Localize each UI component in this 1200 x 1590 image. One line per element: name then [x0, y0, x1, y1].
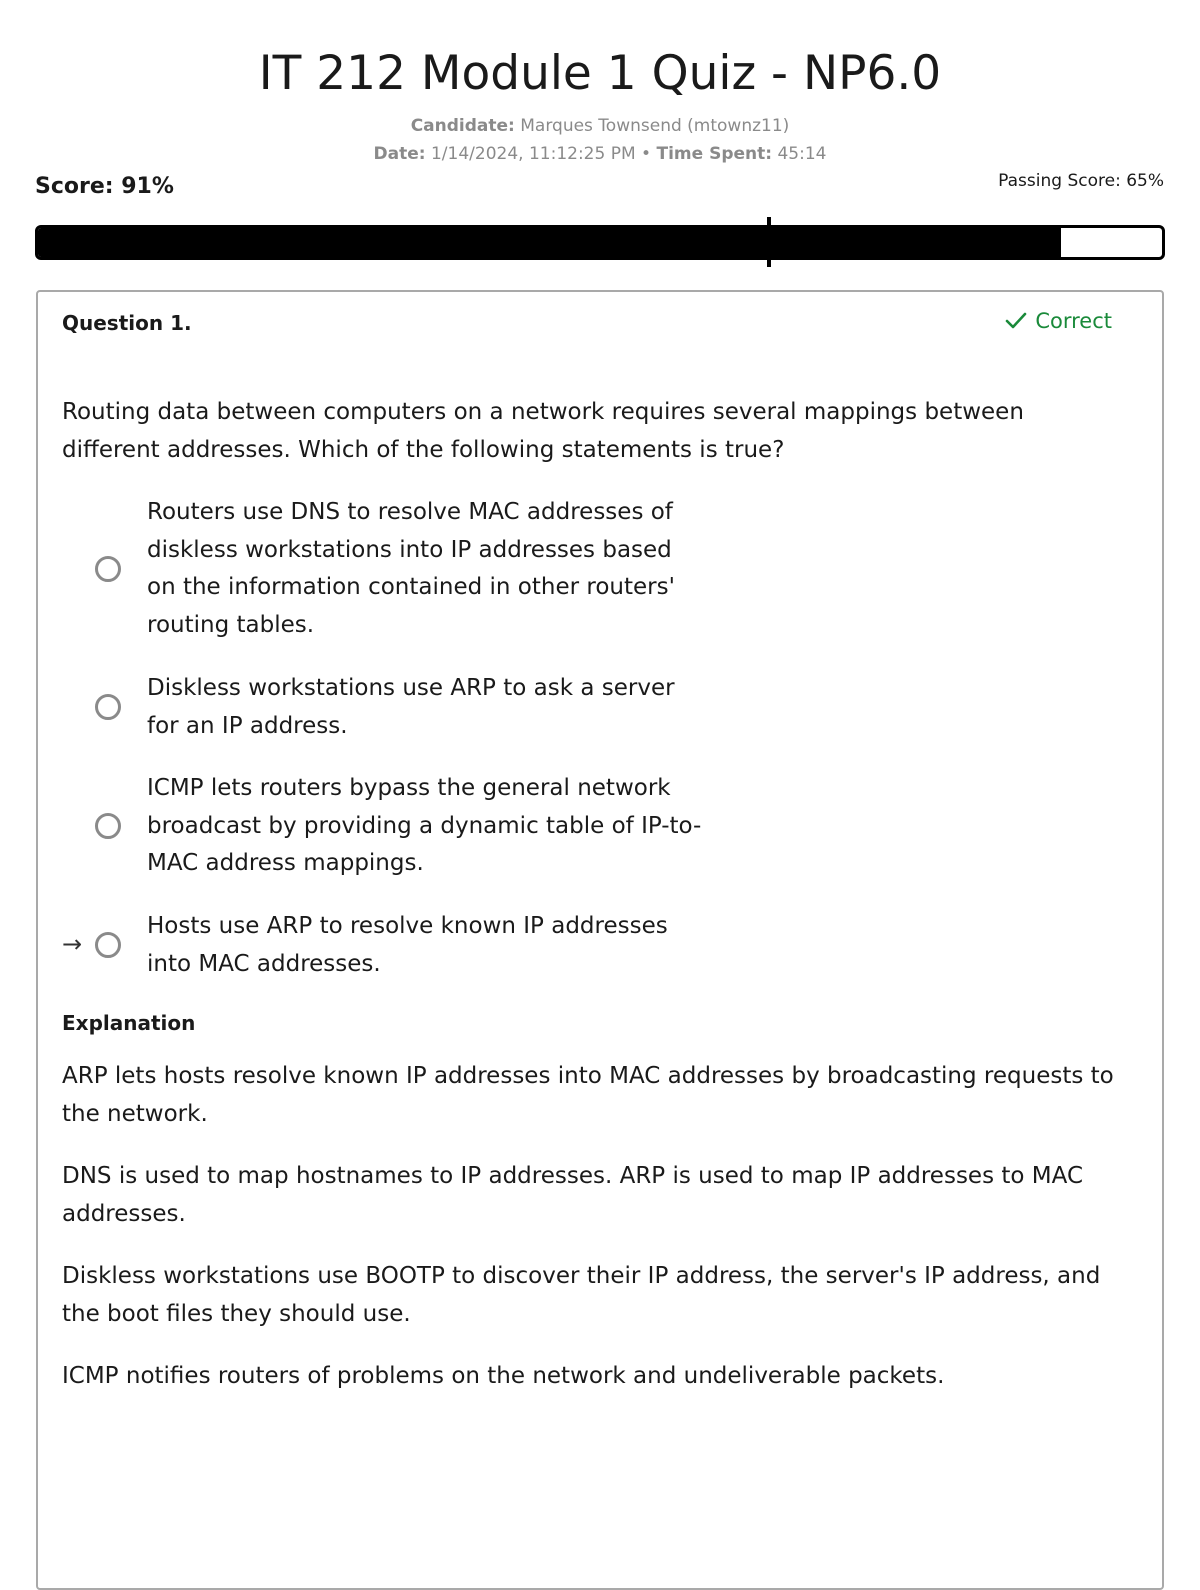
answer-option[interactable]	[62, 494, 762, 644]
explanation-paragraph: Diskless workstations use BOOTP to discover their IP address, the server's IP address, and the boot files they should use.	[62, 1263, 1101, 1327]
time-spent-label: Time Spent:	[656, 144, 773, 164]
radio-button[interactable]	[95, 694, 121, 720]
explanation-paragraph: ARP lets hosts resolve known IP addresses into MAC addresses by broadcasting requests to the network.	[62, 1063, 1114, 1127]
option-text: Hosts use ARP to resolve known IP addresses into MAC addresses.	[147, 913, 668, 977]
meta-separator: •	[641, 144, 652, 164]
score-progress-fill	[38, 228, 1061, 257]
option-text: Routers use DNS to resolve MAC addresses of diskless workstations into IP addresses based on the information contained in other routers' routing tables.	[147, 499, 675, 638]
passing-score-text: Passing Score: 65%	[998, 171, 1164, 191]
explanation-paragraph: DNS is used to map hostnames to IP addresses. ARP is used to map IP addresses to MAC addresses.	[62, 1163, 1084, 1227]
status-badge	[1005, 309, 1112, 333]
date-time-line	[0, 142, 1200, 166]
page-title: IT 212 Module 1 Quiz - NP6.0	[258, 46, 942, 101]
question-number: Question 1.	[62, 311, 192, 335]
radio-button[interactable]	[95, 556, 121, 582]
option-text: Diskless workstations use ARP to ask a server for an IP address.	[147, 675, 675, 739]
answer-option[interactable]	[62, 670, 762, 746]
time-spent-value: 45:14	[777, 144, 827, 164]
score-progress-bar	[35, 225, 1165, 260]
explanation-paragraph: ICMP notifies routers of problems on the network and undeliverable packets.	[62, 1363, 945, 1389]
radio-button[interactable]	[95, 932, 121, 958]
question-text: Routing data between computers on a network requires several mappings between different addresses. Which of the following statements is true?	[62, 399, 1024, 463]
date-value: 1/14/2024, 11:12:25 PM	[430, 144, 636, 164]
candidate-line	[0, 114, 1200, 138]
score-text: Score: 91%	[35, 174, 174, 199]
status-label: Correct	[1035, 309, 1112, 333]
explanation-heading: Explanation	[62, 1011, 196, 1035]
selected-arrow-icon: →	[62, 930, 83, 958]
passing-score-marker	[767, 217, 771, 267]
answer-option-selected[interactable]	[62, 908, 762, 984]
date-label: Date:	[373, 144, 426, 164]
checkmark-icon	[1005, 312, 1027, 330]
option-text: ICMP lets routers bypass the general network broadcast by providing a dynamic table of IP-to-MAC address mappings.	[147, 775, 702, 876]
answer-option[interactable]	[62, 770, 762, 883]
candidate-label: Candidate:	[410, 116, 515, 136]
radio-button[interactable]	[95, 813, 121, 839]
candidate-value: Marques Townsend (mtownz11)	[520, 116, 790, 136]
